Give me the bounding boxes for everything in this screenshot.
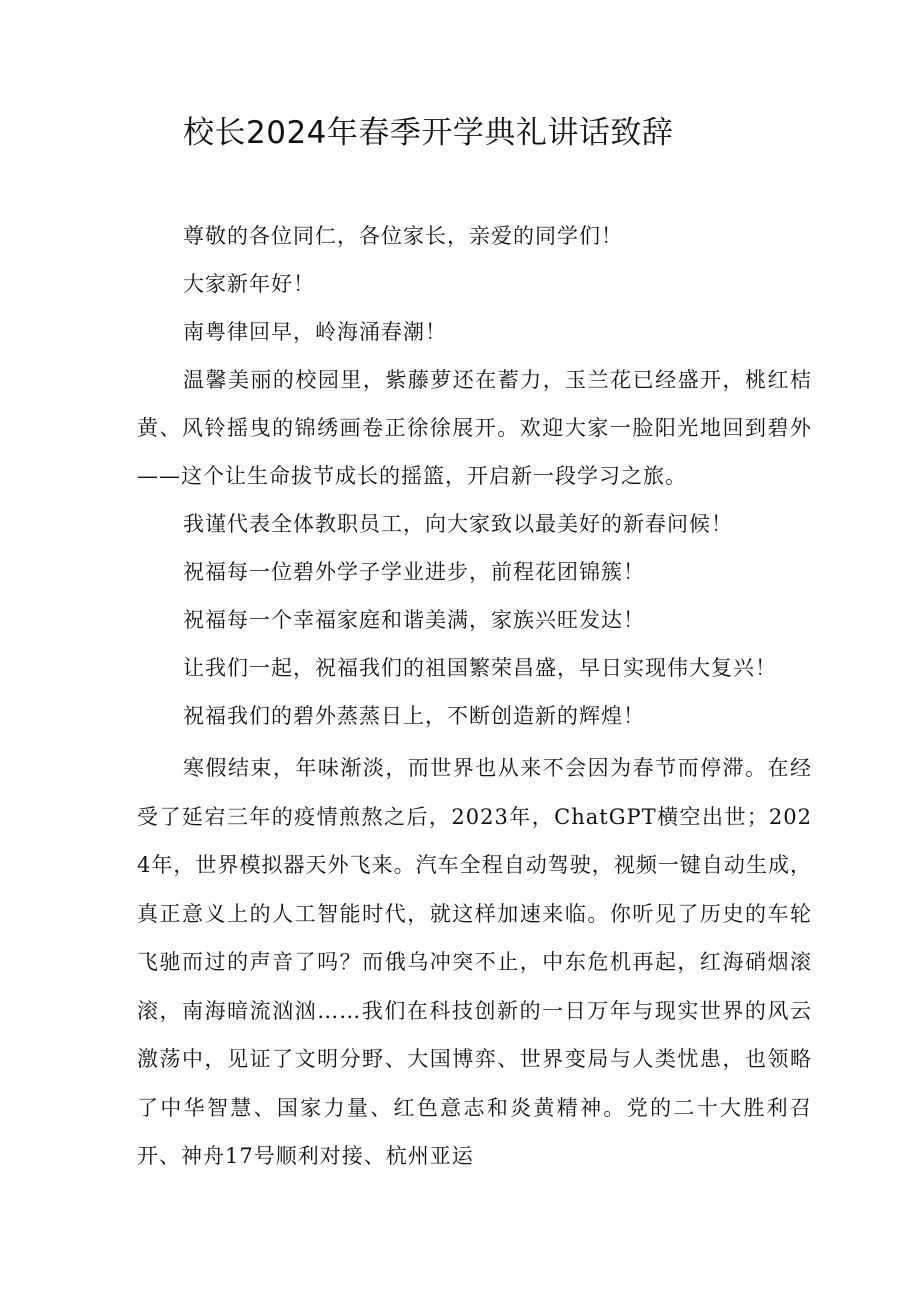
paragraph-world-review: 寒假结束，年味渐淡，而世界也从来不会因为春节而停滞。在经受了延宕三年的疫情煎熬之后，2023年，ChatGPT横空出世；2024年，世界模拟器天外飞来。汽车全程自动驾驶，视频一键自动生成，真正意义上的人工智能时代，就这样加速来临。你听见了历史的车轮飞驰而过的声音了吗？而俄乌冲突不止，中东危机再起，红海硝烟滚滚，南海暗流汹汹……我们在科技创新的一日万年与现实世界的风云激荡中，见证了文明分野、大国博弈、世界变局与人类忧患，也领略了中华智慧、国家力量、红色意志和炎黄精神。党的二十大胜利召开、神舟17号顺利对接、杭州亚运	[137, 756, 812, 1168]
paragraph-regards: 我谨代表全体教职员工，向大家致以最美好的新春问候！	[183, 512, 733, 536]
paragraph-blessing-school: 祝福我们的碧外蒸蒸日上，不断创造新的辉煌！	[183, 704, 645, 728]
document-title: 校长2024年春季开学典礼讲话致辞	[183, 115, 674, 151]
paragraph-blessing-families: 祝福每一个幸福家庭和谐美满，家族兴旺发达！	[183, 608, 645, 632]
document-body	[137, 212, 812, 1181]
paragraph-blessing-country: 让我们一起，祝福我们的祖国繁荣昌盛，早日实现伟大复兴！	[183, 656, 777, 680]
paragraph-salutation: 尊敬的各位同仁，各位家长，亲爱的同学们！	[183, 224, 623, 248]
paragraph-spring-greeting: 南粤律回早，岭海涌春潮！	[183, 320, 447, 344]
paragraph-blessing-students: 祝福每一位碧外学子学业进步，前程花团锦簇！	[183, 560, 645, 584]
paragraph-welcome: 温馨美丽的校园里，紫藤萝还在蓄力，玉兰花已经盛开，桃红桔黄、风铃摇曳的锦绣画卷正徐徐展开。欢迎大家一脸阳光地回到碧外——这个让生命拔节成长的摇篮，开启新一段学习之旅。	[137, 368, 812, 488]
paragraph-new-year-greeting: 大家新年好！	[183, 272, 315, 296]
